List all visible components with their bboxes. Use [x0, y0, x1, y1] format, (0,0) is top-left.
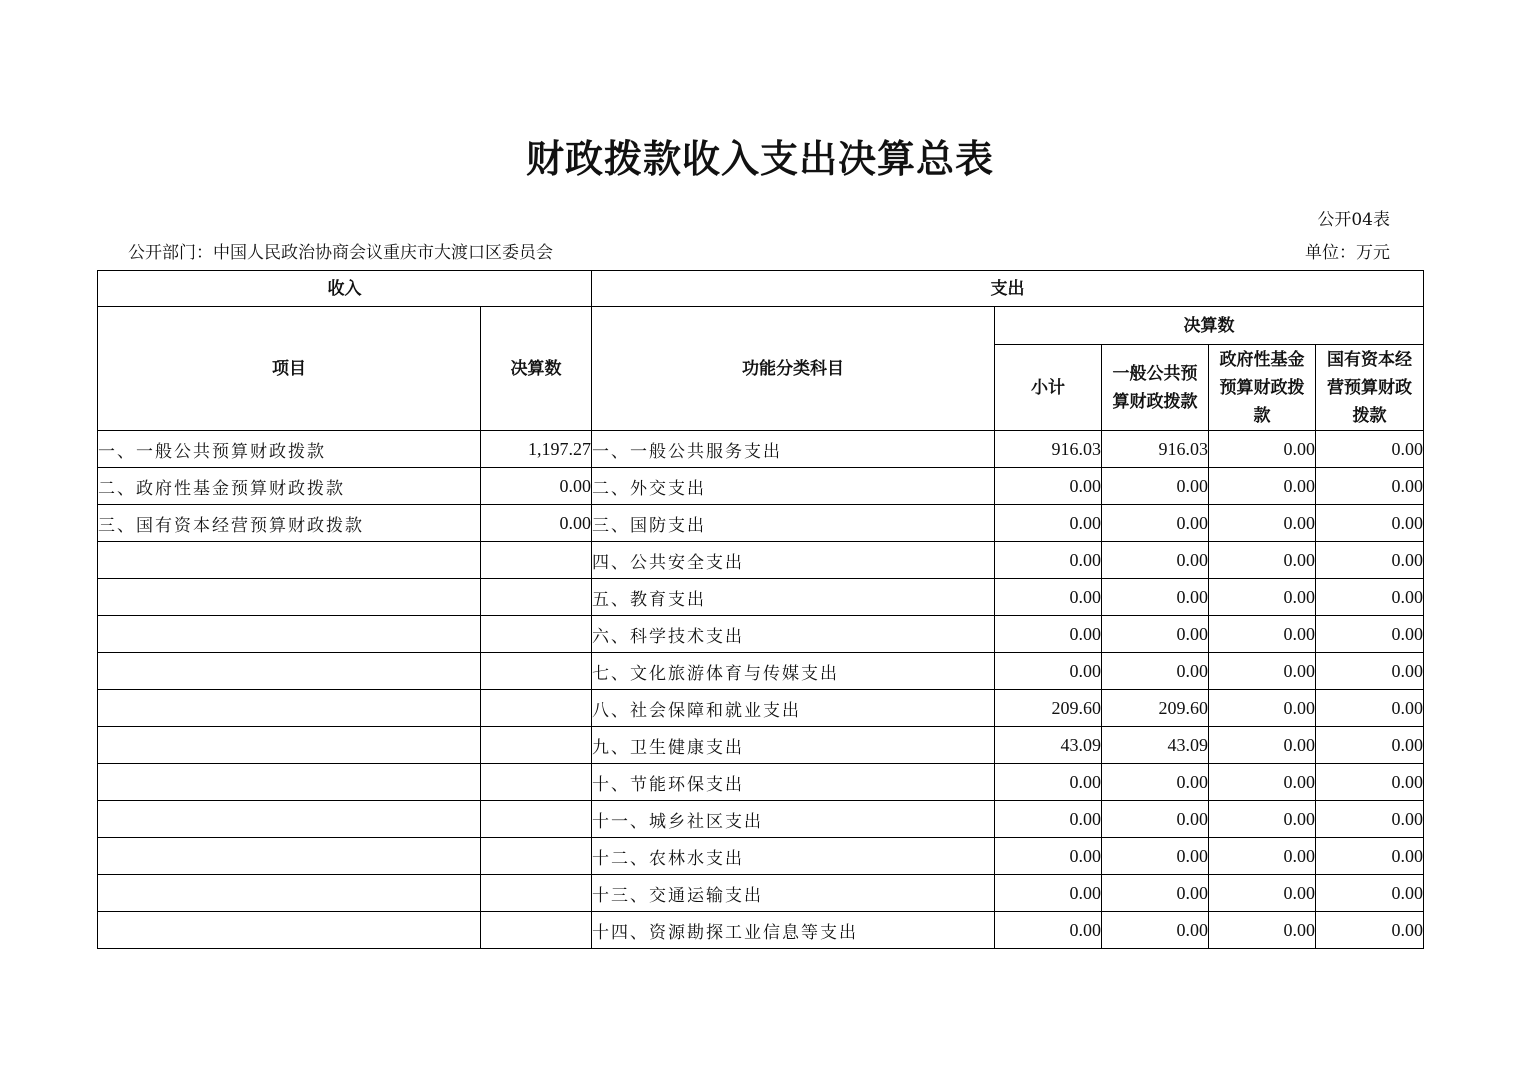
table-row — [98, 542, 1424, 579]
subtotal-header: 小计 — [995, 345, 1102, 431]
income-amount-cell — [481, 727, 592, 764]
state-capital-cell: 0.00 — [1316, 690, 1424, 727]
gov-fund-cell: 0.00 — [1209, 431, 1316, 468]
state-capital-cell: 0.00 — [1316, 912, 1424, 949]
income-item-cell — [98, 579, 481, 616]
gov-fund-cell: 0.00 — [1209, 912, 1316, 949]
subtotal-cell: 0.00 — [995, 653, 1102, 690]
general-budget-cell: 0.00 — [1102, 579, 1209, 616]
expense-item-cell: 十二、农林水支出 — [592, 838, 995, 875]
income-amount-cell — [481, 579, 592, 616]
subtotal-cell: 43.09 — [995, 727, 1102, 764]
expense-item-cell: 四、公共安全支出 — [592, 542, 995, 579]
expense-item-cell: 八、社会保障和就业支出 — [592, 690, 995, 727]
general-budget-cell: 209.60 — [1102, 690, 1209, 727]
expense-item-cell: 十三、交通运输支出 — [592, 875, 995, 912]
table-row — [98, 801, 1424, 838]
expense-item-cell: 十、节能环保支出 — [592, 764, 995, 801]
gov-fund-cell: 0.00 — [1209, 505, 1316, 542]
form-number: 公开04表 — [1317, 210, 1390, 230]
income-item-cell — [98, 690, 481, 727]
item-header: 项目 — [98, 307, 481, 431]
table-row — [98, 912, 1424, 949]
subtotal-cell: 916.03 — [995, 431, 1102, 468]
table-row — [98, 690, 1424, 727]
expense-item-cell: 五、教育支出 — [592, 579, 995, 616]
subtotal-cell: 0.00 — [995, 801, 1102, 838]
finance-table — [97, 270, 1424, 949]
gov-fund-cell: 0.00 — [1209, 542, 1316, 579]
gov-fund-cell: 0.00 — [1209, 764, 1316, 801]
state-capital-cell: 0.00 — [1316, 468, 1424, 505]
gov-fund-cell: 0.00 — [1209, 801, 1316, 838]
table-row — [98, 653, 1424, 690]
income-amount-cell: 0.00 — [481, 505, 592, 542]
general-budget-header: 一般公共预算财政拨款 — [1102, 345, 1209, 431]
income-amount-cell — [481, 875, 592, 912]
table-row — [98, 468, 1424, 505]
subtotal-cell: 209.60 — [995, 690, 1102, 727]
subtotal-cell: 0.00 — [995, 616, 1102, 653]
unit-label: 单位：万元 — [1305, 243, 1390, 263]
income-header: 收入 — [98, 271, 592, 307]
table-row — [98, 505, 1424, 542]
gov-fund-cell: 0.00 — [1209, 579, 1316, 616]
expense-item-cell: 九、卫生健康支出 — [592, 727, 995, 764]
subtotal-cell: 0.00 — [995, 579, 1102, 616]
expense-item-cell: 三、国防支出 — [592, 505, 995, 542]
gov-fund-cell: 0.00 — [1209, 616, 1316, 653]
state-capital-cell: 0.00 — [1316, 764, 1424, 801]
page-title: 财政拨款收入支出决算总表 — [525, 137, 994, 181]
income-item-cell — [98, 653, 481, 690]
state-capital-cell: 0.00 — [1316, 838, 1424, 875]
income-amount-cell — [481, 616, 592, 653]
income-amount-cell — [481, 690, 592, 727]
final-amount-header: 决算数 — [481, 307, 592, 431]
income-item-cell — [98, 542, 481, 579]
general-budget-cell: 0.00 — [1102, 505, 1209, 542]
general-budget-cell: 0.00 — [1102, 468, 1209, 505]
state-capital-cell: 0.00 — [1316, 542, 1424, 579]
subtotal-cell: 0.00 — [995, 764, 1102, 801]
state-capital-cell: 0.00 — [1316, 875, 1424, 912]
income-item-cell — [98, 801, 481, 838]
income-item-cell — [98, 616, 481, 653]
general-budget-cell: 0.00 — [1102, 801, 1209, 838]
gov-fund-cell: 0.00 — [1209, 468, 1316, 505]
table-row — [98, 838, 1424, 875]
expense-item-cell: 十一、城乡社区支出 — [592, 801, 995, 838]
income-amount-cell — [481, 653, 592, 690]
table-row — [98, 579, 1424, 616]
income-item-cell — [98, 838, 481, 875]
final-amount-group-header: 决算数 — [995, 307, 1424, 345]
income-amount-cell: 1,197.27 — [481, 431, 592, 468]
state-capital-cell: 0.00 — [1316, 505, 1424, 542]
state-capital-cell: 0.00 — [1316, 653, 1424, 690]
department-label: 公开部门：中国人民政治协商会议重庆市大渡口区委员会 — [128, 243, 553, 263]
income-item-cell: 二、政府性基金预算财政拨款 — [98, 468, 481, 505]
expense-item-cell: 六、科学技术支出 — [592, 616, 995, 653]
income-amount-cell — [481, 764, 592, 801]
gov-fund-cell: 0.00 — [1209, 690, 1316, 727]
table-row — [98, 431, 1424, 468]
subtotal-cell: 0.00 — [995, 838, 1102, 875]
income-amount-cell — [481, 801, 592, 838]
income-item-cell — [98, 764, 481, 801]
income-item-cell — [98, 875, 481, 912]
subtotal-cell: 0.00 — [995, 875, 1102, 912]
state-capital-cell: 0.00 — [1316, 431, 1424, 468]
general-budget-cell: 0.00 — [1102, 616, 1209, 653]
gov-fund-cell: 0.00 — [1209, 875, 1316, 912]
table-row — [98, 875, 1424, 912]
gov-fund-cell: 0.00 — [1209, 653, 1316, 690]
income-item-cell — [98, 727, 481, 764]
income-item-cell: 一、一般公共预算财政拨款 — [98, 431, 481, 468]
subtotal-cell: 0.00 — [995, 505, 1102, 542]
general-budget-cell: 0.00 — [1102, 838, 1209, 875]
income-amount-cell — [481, 912, 592, 949]
table-row — [98, 616, 1424, 653]
subtotal-cell: 0.00 — [995, 542, 1102, 579]
general-budget-cell: 0.00 — [1102, 875, 1209, 912]
gov-fund-cell: 0.00 — [1209, 838, 1316, 875]
general-budget-cell: 0.00 — [1102, 764, 1209, 801]
table-row — [98, 764, 1424, 801]
income-amount-cell: 0.00 — [481, 468, 592, 505]
subtotal-cell: 0.00 — [995, 912, 1102, 949]
income-amount-cell — [481, 542, 592, 579]
general-budget-cell: 916.03 — [1102, 431, 1209, 468]
state-capital-cell: 0.00 — [1316, 727, 1424, 764]
table-row — [98, 727, 1424, 764]
subtotal-cell: 0.00 — [995, 468, 1102, 505]
expense-item-cell: 十四、资源勘探工业信息等支出 — [592, 912, 995, 949]
expense-item-cell: 一、一般公共服务支出 — [592, 431, 995, 468]
income-amount-cell — [481, 838, 592, 875]
state-capital-header: 国有资本经营预算财政拨款 — [1316, 345, 1424, 431]
state-capital-cell: 0.00 — [1316, 801, 1424, 838]
general-budget-cell: 43.09 — [1102, 727, 1209, 764]
state-capital-cell: 0.00 — [1316, 579, 1424, 616]
function-category-header: 功能分类科目 — [592, 307, 995, 431]
expense-item-cell: 七、文化旅游体育与传媒支出 — [592, 653, 995, 690]
income-item-cell — [98, 912, 481, 949]
gov-fund-header: 政府性基金预算财政拨款 — [1209, 345, 1316, 431]
gov-fund-cell: 0.00 — [1209, 727, 1316, 764]
income-item-cell: 三、国有资本经营预算财政拨款 — [98, 505, 481, 542]
general-budget-cell: 0.00 — [1102, 653, 1209, 690]
general-budget-cell: 0.00 — [1102, 542, 1209, 579]
expense-header: 支出 — [592, 271, 1424, 307]
state-capital-cell: 0.00 — [1316, 616, 1424, 653]
expense-item-cell: 二、外交支出 — [592, 468, 995, 505]
general-budget-cell: 0.00 — [1102, 912, 1209, 949]
